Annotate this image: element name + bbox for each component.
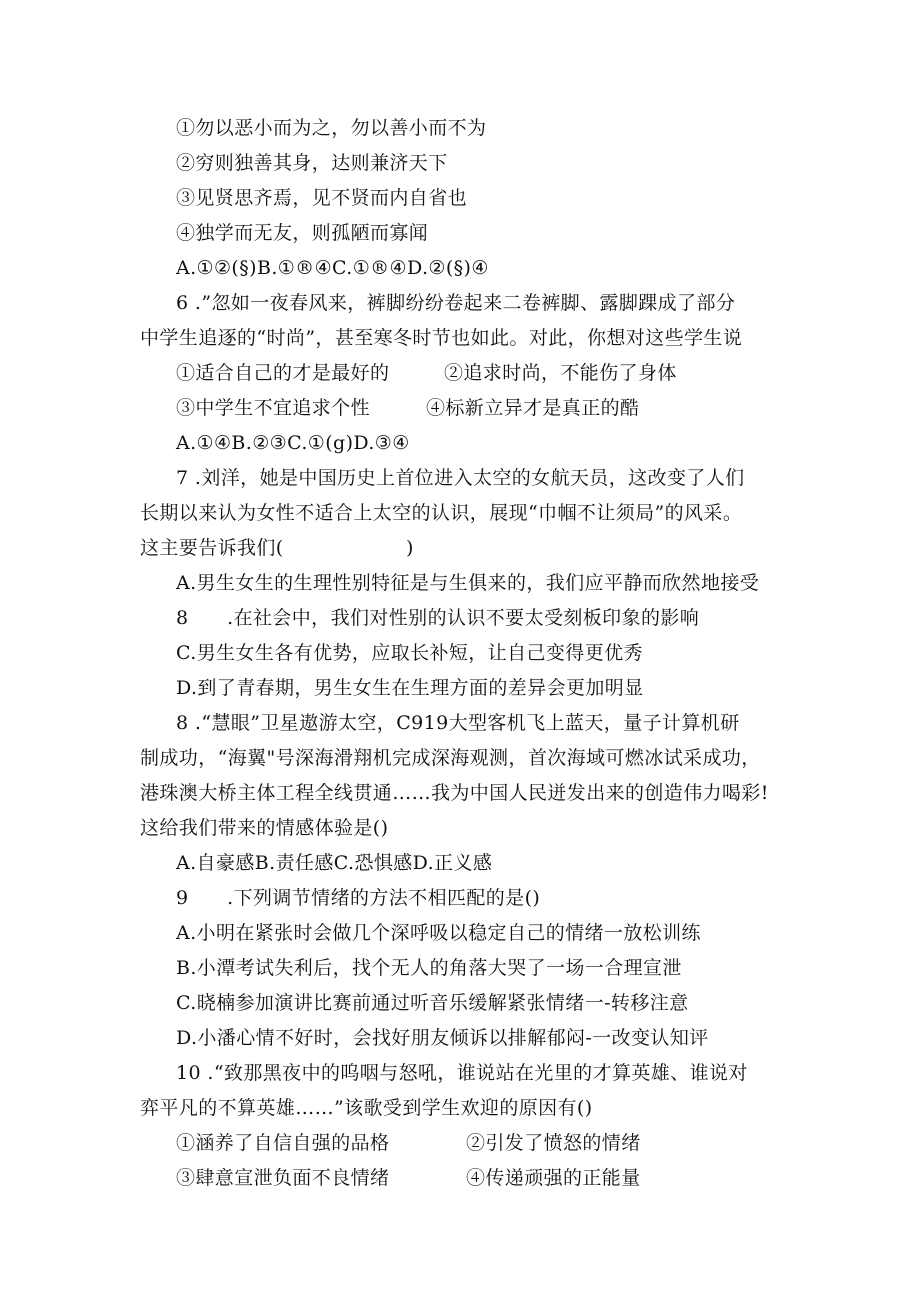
- q9-option-c: C.晓楠参加演讲比赛前通过听音乐缓解紧张情绪一-转移注意: [176, 992, 689, 1014]
- q6-answer-options: A.①④B.②③C.①(g)D.③④: [176, 432, 410, 454]
- q7-option-d: D.到了青春期，男生女生在生理方面的差异会更加明显: [176, 677, 644, 699]
- q5-item-3: ③见贤思齐焉，见不贤而内自省也: [176, 187, 468, 209]
- q5-item-2: ②穷则独善其身，达则兼济天下: [176, 152, 448, 174]
- q10-item-1: ①涵养了自信自强的品格: [176, 1132, 390, 1154]
- q5-answer-options: A.①②(§)B.①®④C.①®④D.②(§)④: [176, 257, 489, 279]
- q6-item-4: ④标新立异才是真正的酷: [426, 397, 640, 419]
- q8-stem-line-1: 8 .“慧眼”卫星遨游太空，C919大型客机飞上蓝天，量子计算机研: [176, 712, 740, 734]
- q10-item-3: ③肆意宣泄负面不良情绪: [176, 1167, 390, 1189]
- q7-option-a: A.男生女生的生理性别特征是与生俱来的，我们应平静而欣然地接受: [176, 572, 760, 594]
- q9-option-d: D.小潘心情不好时，会找好朋友倾诉以排解郁闷-一改变认知评: [176, 1027, 709, 1049]
- q5-item-4: ④独学而无友，则孤陋而寡闻: [176, 222, 429, 244]
- q7-stem-line-1: 7 .刘洋，她是中国历史上首位进入太空的女航天员，这改变了人们: [176, 467, 745, 489]
- q6-item-3: ③中学生不宜追求个性: [176, 397, 371, 419]
- q8-stem-line-4: 这给我们带来的情感体验是(): [140, 817, 389, 839]
- q8-stem-line-2: 制成功，“海翼"号深海滑翔机完成深海观测，首次海域可燃冰试采成功，: [140, 747, 761, 769]
- q8-answer-options: A.自豪感B.责任感C.恐惧感D.正义感: [176, 852, 493, 874]
- q5-item-1: ①勿以恶小而为之，勿以善小而不为: [176, 117, 487, 139]
- q7-option-b: 8 .在社会中，我们对性别的认识不要太受刻板印象的影响: [176, 607, 700, 629]
- q6-item-2: ②追求时尚，不能伤了身体: [444, 362, 677, 384]
- q10-stem-line-1: 10 .“致那黑夜中的呜咽与怒吼，谁说站在光里的才算英雄、谁说对: [176, 1062, 748, 1084]
- q7-option-c: C.男生女生各有优势，应取长补短，让自己变得更优秀: [176, 642, 643, 664]
- q7-stem-line-2: 长期以来认为女性不适合上太空的认识，展现“巾帼不让须局”的风采。: [140, 502, 743, 524]
- q8-stem-line-3: 港珠澳大桥主体工程全线贯通……我为中国人民迸发出来的创造伟力喝彩!: [140, 782, 769, 804]
- q9-stem: 9 .下列调节情绪的方法不相匹配的是(): [176, 887, 541, 909]
- q6-item-1: ①适合自己的才是最好的: [176, 362, 390, 384]
- q9-option-a: A.小明在紧张时会做几个深呼吸以稳定自己的情绪一放松训练: [176, 922, 701, 944]
- q6-stem-line-2: 中学生追逐的“时尚”，甚至寒冬时节也如此。对此，你想对这些学生说: [140, 327, 743, 349]
- q6-stem-line-1: 6 .”忽如一夜春风来，裤脚纷纷卷起来二卷裤脚、露脚踝成了部分: [176, 292, 736, 314]
- q10-stem-line-2: 弈平凡的不算英雄……”该歌受到学生欢迎的原因有(): [140, 1097, 593, 1119]
- q10-item-4: ④传递顽强的正能量: [466, 1167, 641, 1189]
- q7-stem-line-3: 这主要告诉我们( ): [140, 537, 414, 559]
- q9-option-b: B.小潭考试失利后，找个无人的角落大哭了一场一合理宣泄: [176, 957, 682, 979]
- q10-item-2: ②引发了愤怒的情绪: [466, 1132, 641, 1154]
